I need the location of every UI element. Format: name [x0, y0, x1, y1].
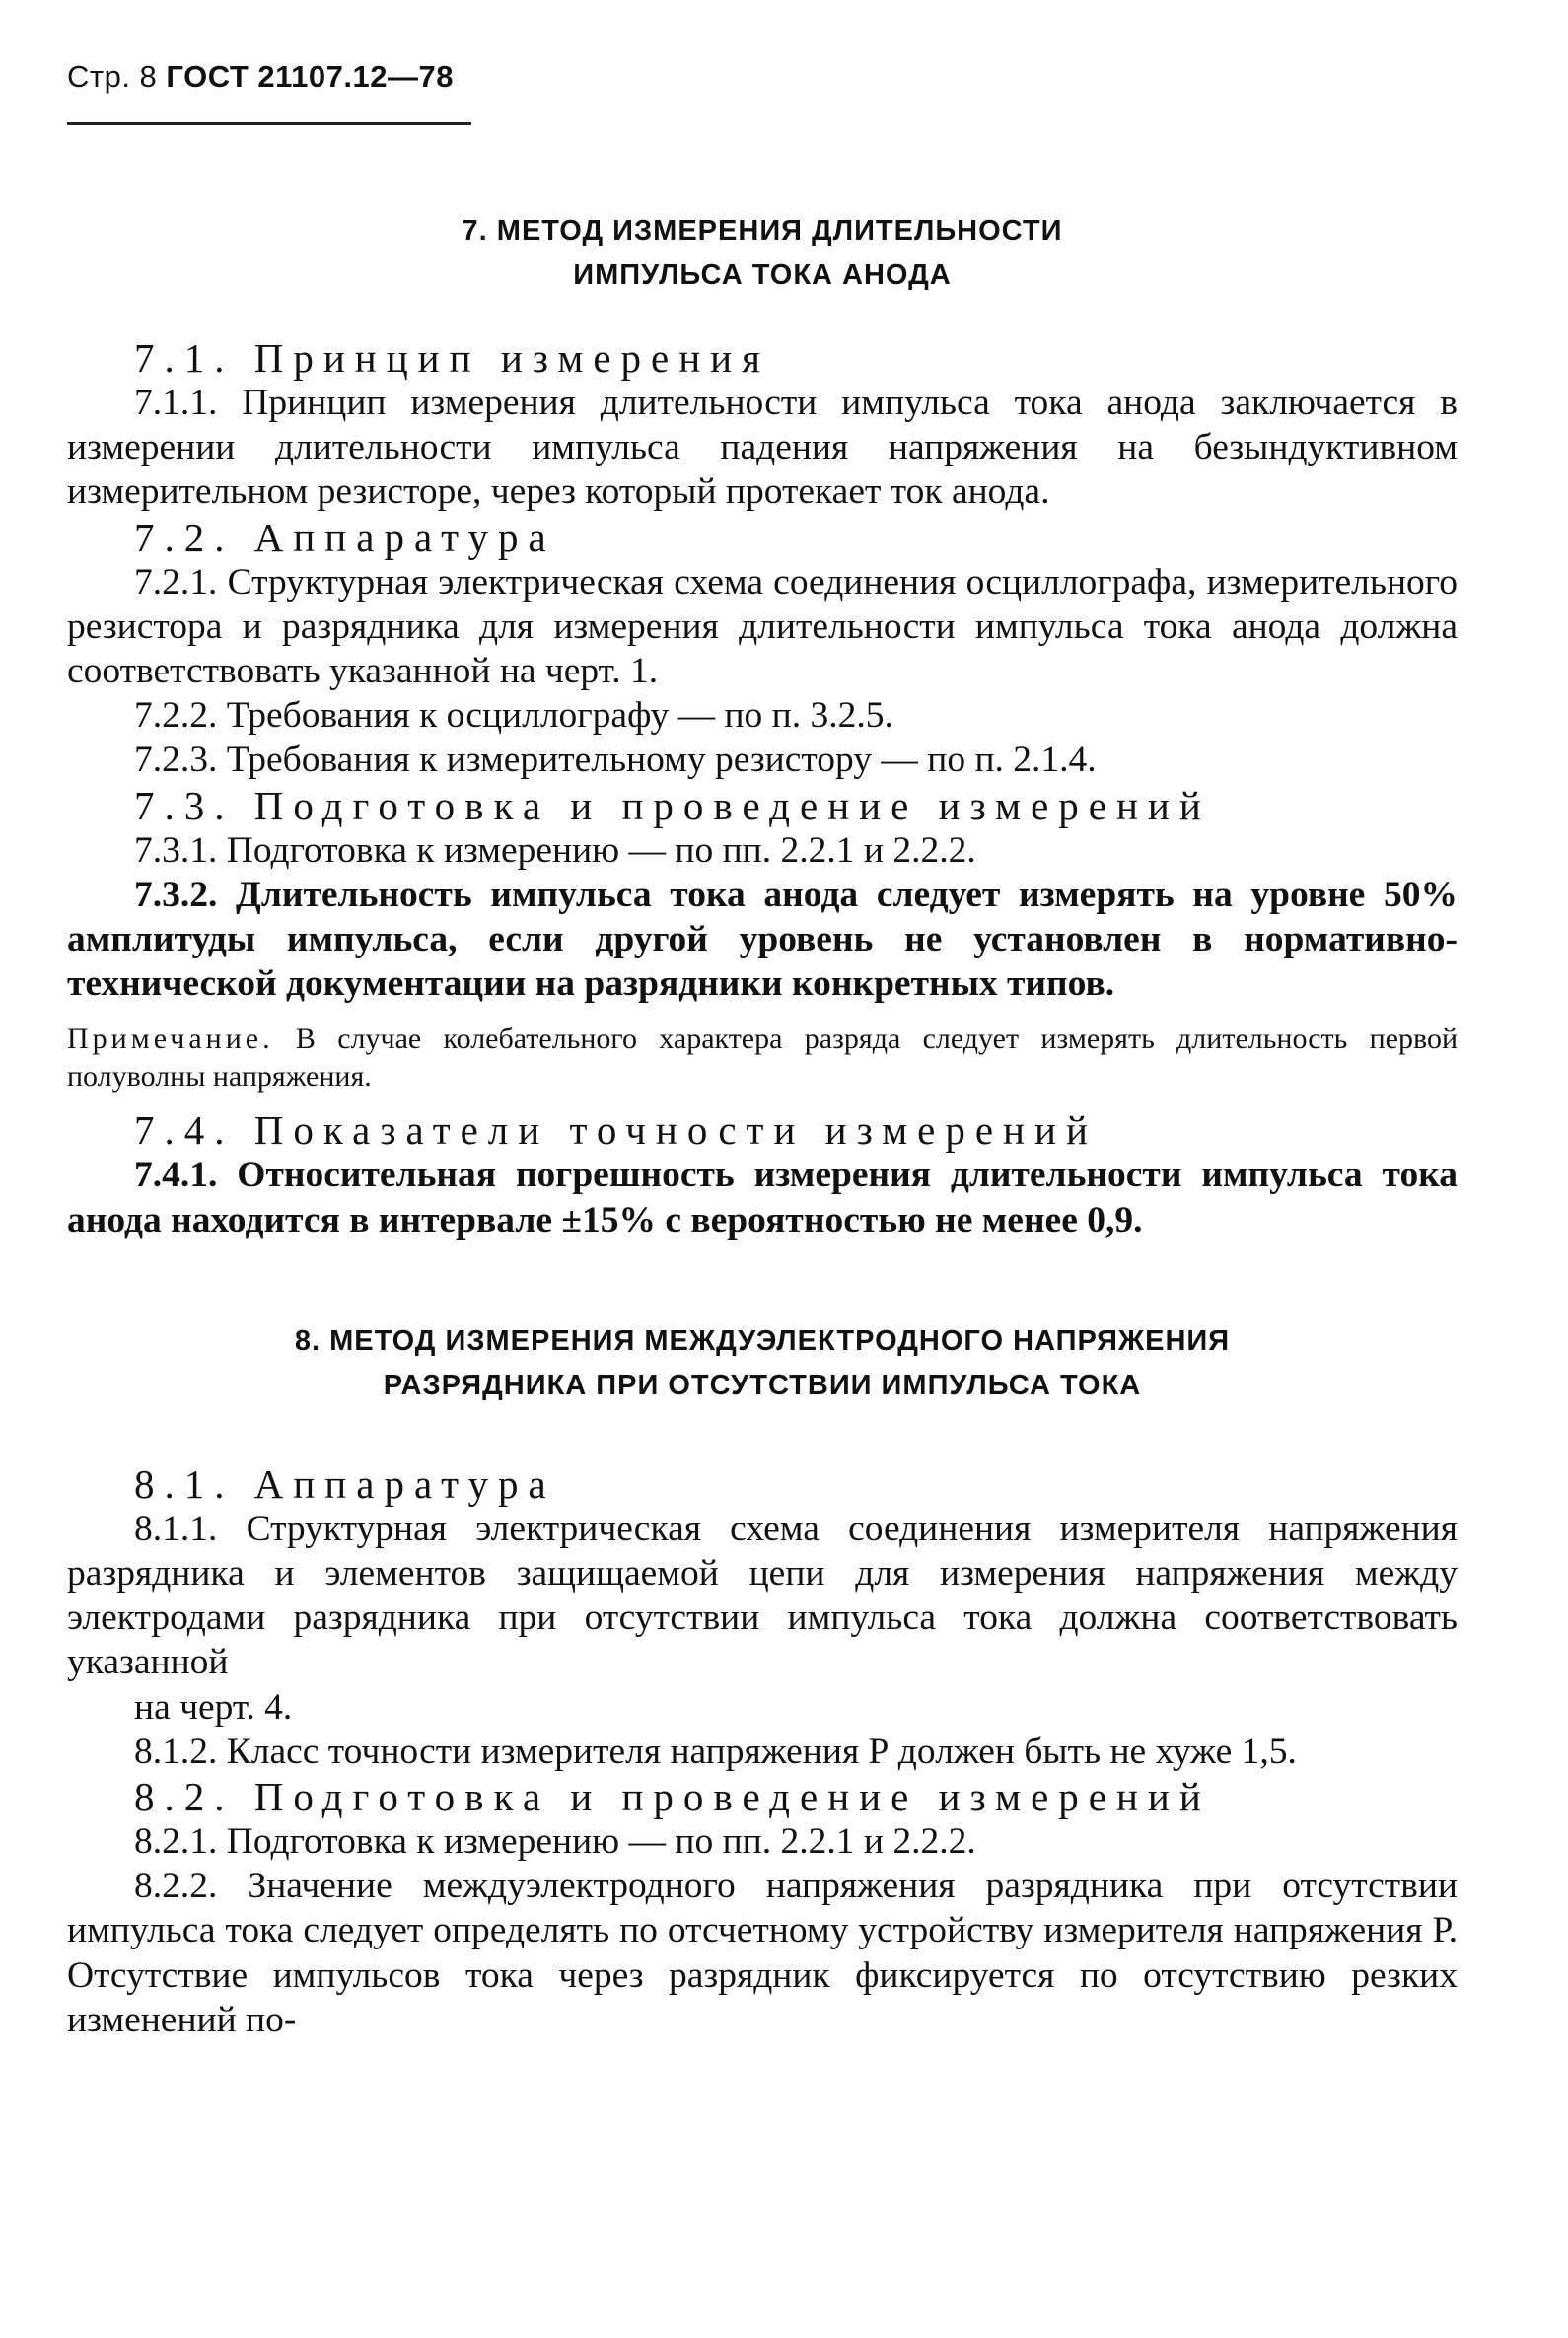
subsection-7-4-title: 7.4. Показатели точности измерений [134, 1107, 1098, 1154]
page-number: Стр. 8 [67, 59, 158, 94]
paragraph-8-1-2: 8.1.2. Класс точности измерителя напряжения Р должен быть не хуже 1,5. [134, 1731, 1297, 1772]
paragraph-7-1-1: 7.1.1. Принцип измерения длительности импульса тока анода заключается в измерении длительности импульса падения напряжения на безындуктивном измерительном резисторе, через который протекает ток анода. [67, 383, 1458, 513]
paragraph-7-2-1: 7.2.1. Структурная электрическая схема соединения осциллографа, измерительного резистора и разрядника для измерения длительности импульса тока анода должна соответствовать указанной на черт. 1. [67, 561, 1458, 692]
subsection-7-2-title: 7.2. Аппаратура [134, 514, 556, 560]
paragraph-7-3-2: 7.3.2. Длительность импульса тока анода следует измерять на уровне 50% амплитуды импульса, если другой уровень не установлен в нормативно-технической документации на разрядники конкретных типов. [67, 874, 1458, 1005]
subsection-8-2-title: 8.2. Подготовка и проведение измерений [134, 1774, 1211, 1820]
paragraph-8-1-1: 8.1.1. Структурная электрическая схема соединения измерителя напряжения разрядника и элементов защищаемой цепи для измерения напряжения между электродами разрядника при отсутствии импульса тока должна соответствовать указанной [67, 1508, 1458, 1683]
paragraph-7-2-2: 7.2.2. Требования к осциллографу — по п. 3.2.5. [134, 695, 893, 737]
section-7-heading [67, 209, 1458, 298]
subsection-8-1-title: 8.1. Аппаратура [134, 1460, 556, 1507]
paragraph-7-3-1: 7.3.1. Подготовка к измерению — по пп. 2.2.1 и 2.2.2. [134, 829, 976, 871]
paragraph-7-4-1: 7.4.1. Относительная погрешность измерения длительности импульса тока анода находится в интервале ±15% с вероятностью не менее 0,9. [67, 1155, 1458, 1240]
subsection-7-3-title: 7.3. Подготовка и проведение измерений [134, 782, 1211, 828]
standard-number: ГОСТ 21107.12—78 [166, 59, 454, 94]
subsection-7-1-title: 7.1. Принцип измерения [134, 335, 770, 381]
paragraph-8-2-1: 8.2.1. Подготовка к измерению — по пп. 2.2.1 и 2.2.2. [134, 1821, 976, 1863]
page-header [67, 57, 1458, 112]
document-page [67, 57, 1458, 2042]
note [67, 1021, 1458, 1096]
paragraph-8-2-2: 8.2.2. Значение междуэлектродного напряжения разрядника при отсутствии импульса тока следует определять по отсчетному устройству измерителя напряжения Р. Отсутствие импульсов тока через разрядник фиксируется по отсутствию резких изменений по- [67, 1866, 1458, 2040]
note-text: В случае колебательного характера разряда следует измерять длительность первой полуволны напряжения. [67, 1023, 1459, 1094]
paragraph-8-1-1-continuation: на черт. 4. [134, 1686, 293, 1728]
section-7-heading-line-2: ИМПУЛЬСА ТОКА АНОДА [573, 259, 952, 291]
section-7-heading-line-1: 7. МЕТОД ИЗМЕРЕНИЯ ДЛИТЕЛЬНОСТИ [462, 215, 1063, 247]
header-rule [67, 122, 471, 125]
note-label: Примечание. [67, 1023, 274, 1056]
section-8-heading [67, 1319, 1458, 1408]
paragraph-7-2-3: 7.2.3. Требования к измерительному резистору — по п. 2.1.4. [134, 740, 1097, 781]
section-8-heading-line-2: РАЗРЯДНИКА ПРИ ОТСУТСТВИИ ИМПУЛЬСА ТОКА [383, 1369, 1142, 1401]
section-8-heading-line-1: 8. МЕТОД ИЗМЕРЕНИЯ МЕЖДУЭЛЕКТРОДНОГО НАПРЯЖЕНИЯ [294, 1324, 1231, 1357]
